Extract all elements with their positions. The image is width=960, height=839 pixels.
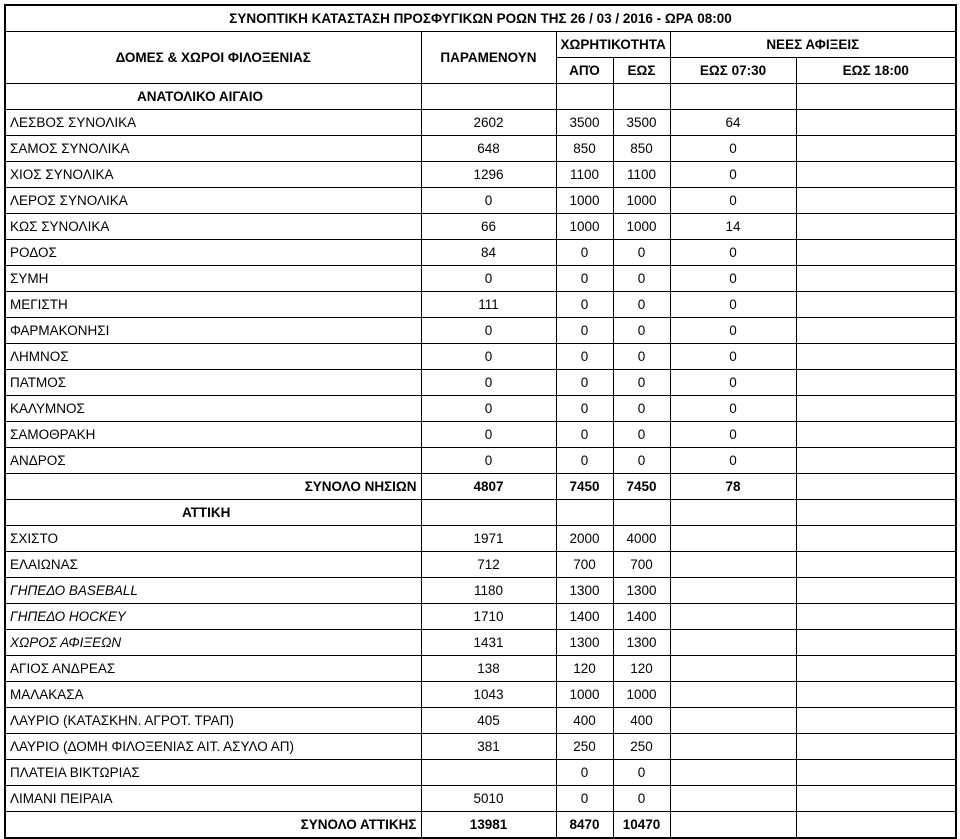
- cell-arrivals-0730: [670, 630, 796, 656]
- row-label: ΕΛΑΙΩΝΑΣ: [5, 552, 421, 578]
- section-title: ΑΝΑΤΟΛΙΚΟ ΑΙΓΑΙΟ: [5, 84, 421, 110]
- table-row: [5, 604, 956, 630]
- cell-capacity-from: 0: [556, 396, 613, 422]
- cell-capacity-to: 0: [613, 344, 670, 370]
- cell-remaining: 1296: [421, 162, 556, 188]
- cell-remaining: [421, 760, 556, 786]
- cell-capacity-from: 1000: [556, 188, 613, 214]
- cell-capacity-from: 0: [556, 240, 613, 266]
- row-label: ΚΑΛΥΜΝΟΣ: [5, 396, 421, 422]
- cell-remaining: 138: [421, 656, 556, 682]
- cell-capacity-to: 0: [613, 396, 670, 422]
- section-header-cell-a1800: [796, 84, 956, 110]
- table-row: [5, 734, 956, 760]
- cell-arrivals-0730: 0: [670, 448, 796, 474]
- table-row: [5, 240, 956, 266]
- cell-capacity-from: 0: [556, 292, 613, 318]
- cell-remaining: 712: [421, 552, 556, 578]
- row-label: ΜΕΓΙΣΤΗ: [5, 292, 421, 318]
- cell-capacity-to: 0: [613, 240, 670, 266]
- table-body: [5, 5, 956, 838]
- cell-arrivals-1800: [796, 786, 956, 812]
- cell-arrivals-1800: [796, 344, 956, 370]
- cell-capacity-to: 0: [613, 370, 670, 396]
- row-label: ΣΑΜΟΘΡΑΚΗ: [5, 422, 421, 448]
- table-row: [5, 578, 956, 604]
- document-title: ΣΥΝΟΠΤΙΚΗ ΚΑΤΑΣΤΑΣΗ ΠΡΟΣΦΥΓΙΚΩΝ ΡΟΩΝ ΤΗΣ 26 / 03 / 2016 - ΩΡΑ 08:00: [5, 5, 956, 32]
- total-label: ΣΥΝΟΛΟ ΝΗΣΙΩΝ: [5, 474, 421, 500]
- cell-capacity-from: 1300: [556, 630, 613, 656]
- cell-arrivals-1800: [796, 630, 956, 656]
- cell-capacity-from: 1100: [556, 162, 613, 188]
- column-header-remaining: ΠΑΡΑΜΕΝΟΥΝ: [421, 32, 556, 84]
- column-header-arrivals-0730: ΕΩΣ 07:30: [670, 58, 796, 84]
- cell-arrivals-1800: [796, 240, 956, 266]
- cell-arrivals-1800: [796, 734, 956, 760]
- table-row: [5, 682, 956, 708]
- cell-arrivals-0730: [670, 656, 796, 682]
- cell-capacity-to: 700: [613, 552, 670, 578]
- row-label: ΣΧΙΣΤΟ: [5, 526, 421, 552]
- cell-arrivals-0730: 0: [670, 266, 796, 292]
- cell-arrivals-0730: 0: [670, 422, 796, 448]
- cell-capacity-to: 120: [613, 656, 670, 682]
- section-title: ΑΤΤΙΚΗ: [5, 500, 421, 526]
- cell-capacity-from: 0: [556, 786, 613, 812]
- cell-arrivals-1800: [796, 292, 956, 318]
- cell-arrivals-0730: 14: [670, 214, 796, 240]
- cell-arrivals-0730: [670, 708, 796, 734]
- spreadsheet-sheet: [4, 4, 955, 839]
- section-header-cell-a0730: [670, 84, 796, 110]
- section-header-cell-remaining: [421, 84, 556, 110]
- refugee-flow-table: [4, 4, 957, 839]
- cell-capacity-to: 3500: [613, 110, 670, 136]
- row-label: ΧΙΟΣ ΣΥΝΟΛΙΚΑ: [5, 162, 421, 188]
- table-row: [5, 786, 956, 812]
- cell-arrivals-0730: 0: [670, 136, 796, 162]
- cell-capacity-to: 400: [613, 708, 670, 734]
- cell-remaining: 84: [421, 240, 556, 266]
- cell-capacity-from: 250: [556, 734, 613, 760]
- total-capacity-from: 7450: [556, 474, 613, 500]
- section-header-cell-from: [556, 500, 613, 526]
- table-row: [5, 136, 956, 162]
- row-label: ΛΕΡΟΣ ΣΥΝΟΛΙΚΑ: [5, 188, 421, 214]
- cell-capacity-from: 0: [556, 370, 613, 396]
- cell-arrivals-1800: [796, 162, 956, 188]
- cell-capacity-to: 0: [613, 448, 670, 474]
- cell-capacity-from: 700: [556, 552, 613, 578]
- row-label: ΛΑΥΡΙΟ (ΚΑΤΑΣΚΗΝ. ΑΓΡΟΤ. ΤΡΑΠ): [5, 708, 421, 734]
- table-row: [5, 266, 956, 292]
- cell-remaining: 0: [421, 448, 556, 474]
- total-arrivals-1800: [796, 812, 956, 839]
- cell-capacity-from: 1000: [556, 214, 613, 240]
- row-label: ΜΑΛΑΚΑΣΑ: [5, 682, 421, 708]
- row-label: ΣΑΜΟΣ ΣΥΝΟΛΙΚΑ: [5, 136, 421, 162]
- cell-remaining: 1043: [421, 682, 556, 708]
- cell-capacity-to: 1000: [613, 214, 670, 240]
- cell-capacity-from: 0: [556, 344, 613, 370]
- cell-arrivals-0730: [670, 734, 796, 760]
- cell-capacity-to: 4000: [613, 526, 670, 552]
- cell-capacity-to: 1000: [613, 188, 670, 214]
- cell-arrivals-1800: [796, 188, 956, 214]
- total-capacity-to: 10470: [613, 812, 670, 839]
- table-row: [5, 162, 956, 188]
- cell-arrivals-1800: [796, 370, 956, 396]
- column-header-capacity-from: ΑΠΌ: [556, 58, 613, 84]
- row-label: ΧΩΡΟΣ ΑΦΙΞΕΩΝ: [5, 630, 421, 656]
- cell-capacity-from: 0: [556, 448, 613, 474]
- total-capacity-to: 7450: [613, 474, 670, 500]
- row-label: ΑΝΔΡΟΣ: [5, 448, 421, 474]
- cell-arrivals-0730: 0: [670, 396, 796, 422]
- cell-arrivals-1800: [796, 396, 956, 422]
- row-label: ΣΥΜΗ: [5, 266, 421, 292]
- cell-arrivals-1800: [796, 708, 956, 734]
- cell-arrivals-0730: [670, 682, 796, 708]
- cell-arrivals-1800: [796, 136, 956, 162]
- cell-remaining: 111: [421, 292, 556, 318]
- cell-arrivals-1800: [796, 110, 956, 136]
- cell-remaining: 2602: [421, 110, 556, 136]
- section-header-row: [5, 84, 956, 110]
- cell-capacity-to: 0: [613, 266, 670, 292]
- cell-arrivals-0730: [670, 786, 796, 812]
- total-remaining: 13981: [421, 812, 556, 839]
- column-header-structures: ΔΟΜΕΣ & ΧΩΡΟΙ ΦΙΛΟΞΕΝΙΑΣ: [5, 32, 421, 84]
- row-label: ΓΗΠΕΔΟ BASEBALL: [5, 578, 421, 604]
- column-header-arrivals-1800: ΕΩΣ 18:00: [796, 58, 956, 84]
- header-row-top: [5, 32, 956, 58]
- cell-remaining: 0: [421, 396, 556, 422]
- table-row: [5, 526, 956, 552]
- cell-arrivals-1800: [796, 422, 956, 448]
- cell-capacity-to: 1300: [613, 630, 670, 656]
- cell-arrivals-1800: [796, 760, 956, 786]
- row-label: ΛΑΥΡΙΟ (ΔΟΜΗ ΦΙΛΟΞΕΝΙΑΣ ΑΙΤ. ΑΣΥΛΟ ΑΠ): [5, 734, 421, 760]
- cell-remaining: 381: [421, 734, 556, 760]
- title-row: [5, 5, 956, 32]
- cell-remaining: 1971: [421, 526, 556, 552]
- cell-capacity-to: 0: [613, 760, 670, 786]
- cell-arrivals-0730: 64: [670, 110, 796, 136]
- total-label: ΣΥΝΟΛΟ ΑΤΤΙΚΗΣ: [5, 812, 421, 839]
- table-row: [5, 214, 956, 240]
- row-label: ΚΩΣ ΣΥΝΟΛΙΚΑ: [5, 214, 421, 240]
- table-row: [5, 396, 956, 422]
- column-header-capacity-to: ΕΩΣ: [613, 58, 670, 84]
- total-capacity-from: 8470: [556, 812, 613, 839]
- cell-arrivals-0730: [670, 552, 796, 578]
- table-row: [5, 708, 956, 734]
- cell-capacity-from: 400: [556, 708, 613, 734]
- section-header-cell-from: [556, 84, 613, 110]
- table-row: [5, 318, 956, 344]
- section-header-cell-to: [613, 500, 670, 526]
- table-row: [5, 188, 956, 214]
- cell-arrivals-0730: 0: [670, 240, 796, 266]
- cell-capacity-from: 0: [556, 318, 613, 344]
- row-label: ΛΙΜΑΝΙ ΠΕΙΡΑΙΑ: [5, 786, 421, 812]
- cell-remaining: 0: [421, 422, 556, 448]
- column-header-capacity-group: ΧΩΡΗΤΙΚΟΤΗΤΑ: [556, 32, 670, 58]
- cell-arrivals-0730: 0: [670, 370, 796, 396]
- cell-arrivals-0730: 0: [670, 344, 796, 370]
- cell-capacity-from: 1300: [556, 578, 613, 604]
- section-total-row: [5, 474, 956, 500]
- row-label: ΛΗΜΝΟΣ: [5, 344, 421, 370]
- total-arrivals-0730: 78: [670, 474, 796, 500]
- cell-capacity-to: 850: [613, 136, 670, 162]
- cell-capacity-to: 1300: [613, 578, 670, 604]
- cell-arrivals-0730: [670, 578, 796, 604]
- cell-remaining: 0: [421, 188, 556, 214]
- total-arrivals-0730: [670, 812, 796, 839]
- cell-arrivals-0730: 0: [670, 292, 796, 318]
- section-header-cell-a1800: [796, 500, 956, 526]
- cell-capacity-from: 0: [556, 760, 613, 786]
- row-label: ΠΛΑΤΕΙΑ ΒΙΚΤΩΡΙΑΣ: [5, 760, 421, 786]
- cell-capacity-to: 0: [613, 422, 670, 448]
- cell-remaining: 0: [421, 344, 556, 370]
- row-label: ΑΓΙΟΣ ΑΝΔΡΕΑΣ: [5, 656, 421, 682]
- cell-arrivals-0730: 0: [670, 188, 796, 214]
- table-row: [5, 630, 956, 656]
- cell-arrivals-1800: [796, 318, 956, 344]
- cell-capacity-from: 120: [556, 656, 613, 682]
- cell-remaining: 0: [421, 318, 556, 344]
- cell-arrivals-1800: [796, 682, 956, 708]
- column-header-arrivals-group: ΝΕΕΣ ΑΦΙΞΕΙΣ: [670, 32, 956, 58]
- table-row: [5, 292, 956, 318]
- table-row: [5, 760, 956, 786]
- table-row: [5, 344, 956, 370]
- cell-capacity-to: 1100: [613, 162, 670, 188]
- cell-arrivals-1800: [796, 526, 956, 552]
- cell-remaining: 1431: [421, 630, 556, 656]
- cell-remaining: 648: [421, 136, 556, 162]
- cell-arrivals-1800: [796, 552, 956, 578]
- cell-remaining: 0: [421, 266, 556, 292]
- cell-remaining: 0: [421, 370, 556, 396]
- section-header-row: [5, 500, 956, 526]
- cell-arrivals-0730: [670, 526, 796, 552]
- cell-capacity-from: 0: [556, 422, 613, 448]
- cell-arrivals-1800: [796, 604, 956, 630]
- cell-capacity-to: 0: [613, 318, 670, 344]
- cell-arrivals-1800: [796, 266, 956, 292]
- cell-arrivals-0730: 0: [670, 162, 796, 188]
- row-label: ΛΕΣΒΟΣ ΣΥΝΟΛΙΚΑ: [5, 110, 421, 136]
- section-total-row: [5, 812, 956, 839]
- cell-capacity-to: 1400: [613, 604, 670, 630]
- cell-remaining: 5010: [421, 786, 556, 812]
- cell-capacity-to: 1000: [613, 682, 670, 708]
- cell-capacity-from: 2000: [556, 526, 613, 552]
- row-label: ΡΟΔΟΣ: [5, 240, 421, 266]
- cell-capacity-from: 850: [556, 136, 613, 162]
- cell-capacity-from: 3500: [556, 110, 613, 136]
- total-remaining: 4807: [421, 474, 556, 500]
- table-row: [5, 422, 956, 448]
- cell-remaining: 1710: [421, 604, 556, 630]
- table-row: [5, 656, 956, 682]
- section-header-cell-a0730: [670, 500, 796, 526]
- cell-capacity-to: 0: [613, 786, 670, 812]
- section-header-cell-remaining: [421, 500, 556, 526]
- cell-arrivals-0730: 0: [670, 318, 796, 344]
- table-row: [5, 448, 956, 474]
- cell-arrivals-0730: [670, 604, 796, 630]
- cell-remaining: 405: [421, 708, 556, 734]
- total-arrivals-1800: [796, 474, 956, 500]
- row-label: ΦΑΡΜΑΚΟΝΗΣΙ: [5, 318, 421, 344]
- table-row: [5, 110, 956, 136]
- cell-arrivals-1800: [796, 656, 956, 682]
- cell-capacity-to: 250: [613, 734, 670, 760]
- cell-remaining: 66: [421, 214, 556, 240]
- table-row: [5, 370, 956, 396]
- section-header-cell-to: [613, 84, 670, 110]
- cell-capacity-from: 1400: [556, 604, 613, 630]
- cell-capacity-from: 1000: [556, 682, 613, 708]
- cell-capacity-from: 0: [556, 266, 613, 292]
- cell-remaining: 1180: [421, 578, 556, 604]
- cell-capacity-to: 0: [613, 292, 670, 318]
- row-label: ΓΗΠΕΔΟ HOCKEY: [5, 604, 421, 630]
- cell-arrivals-1800: [796, 448, 956, 474]
- table-row: [5, 552, 956, 578]
- cell-arrivals-1800: [796, 578, 956, 604]
- cell-arrivals-1800: [796, 214, 956, 240]
- row-label: ΠΑΤΜΟΣ: [5, 370, 421, 396]
- cell-arrivals-0730: [670, 760, 796, 786]
